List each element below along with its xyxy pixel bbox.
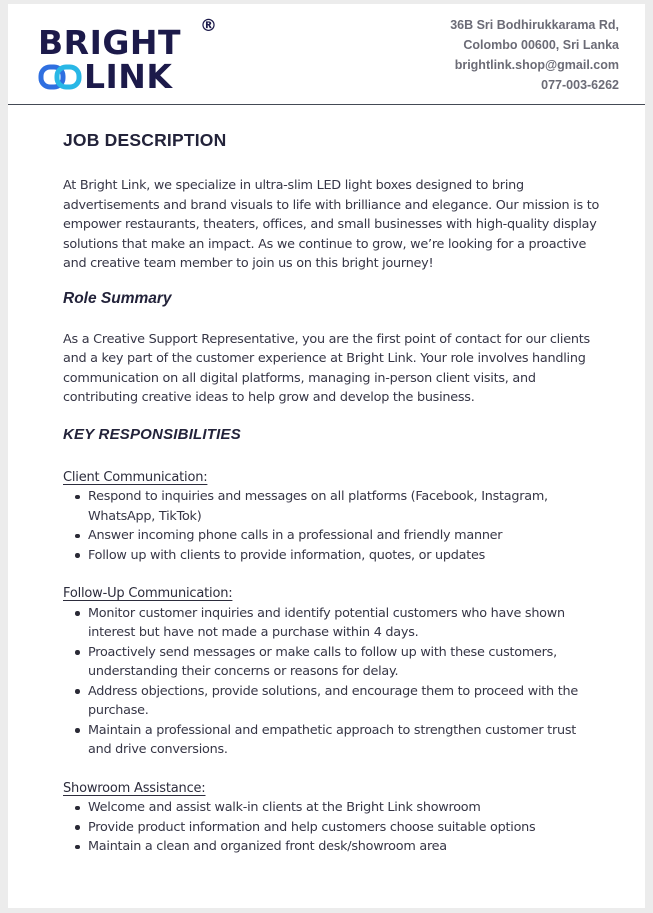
responsibilities-heading: KEY RESPONSIBILITIES xyxy=(63,425,241,443)
chain-link-icon xyxy=(38,60,82,94)
role-summary-paragraph: As a Creative Support Representative, you are the first point of contact for our clients and a key part of the customer experience at Bright Link. Your role involves handling communication on all digital platforms, managing in-person client visits, and contributing creative ideas to help grow and develop the business. xyxy=(63,331,590,405)
list-item: Address objections, provide solutions, and encourage them to proceed with the purchase. xyxy=(75,682,603,721)
list-item: Proactively send messages or make calls to follow up with these customers, understanding their concerns or reasons for delay. xyxy=(75,643,603,682)
intro-paragraph: At Bright Link, we specialize in ultra-slim LED light boxes designed to bring advertisements and brand visuals to life with brilliance and elegance. Our mission is to empower restaurants, theaters, offices, and small businesses with high-quality display solutions that make an impact. As we continue to grow, we’re looking for a proactive and creative team member to join us on this bright journey! xyxy=(63,178,600,271)
list-item: Provide product information and help customers choose suitable options xyxy=(75,818,603,838)
header-divider xyxy=(8,104,645,105)
phone-text: 077-003-6262 xyxy=(541,78,619,92)
email-text: brightlink.shop@gmail.com xyxy=(454,58,619,72)
list-item: Respond to inquiries and messages on all platforms (Facebook, Instagram, WhatsApp, TikTok) xyxy=(75,487,603,526)
registered-mark: ® xyxy=(200,16,217,36)
list-item: Maintain a clean and organized front desk/showroom area xyxy=(75,837,603,857)
document-page xyxy=(8,4,645,908)
page-title: JOB DESCRIPTION xyxy=(63,130,227,150)
showroom-list xyxy=(75,798,603,857)
logo-word-link: LINK xyxy=(84,57,173,96)
section-title-showroom: Showroom Assistance: xyxy=(63,780,206,796)
role-summary-heading: Role Summary xyxy=(63,289,172,307)
section-title-client-communication: Client Communication: xyxy=(63,469,208,485)
address-line-1: 36B Sri Bodhirukkarama Rd, xyxy=(450,18,619,32)
section-title-follow-up: Follow-Up Communication: xyxy=(63,586,233,601)
logo-word-bright: BRIGHT xyxy=(38,23,182,62)
brand-logo xyxy=(38,18,238,100)
client-communication-list xyxy=(75,487,603,565)
contact-block xyxy=(450,15,619,95)
list-item: Follow up with clients to provide information, quotes, or updates xyxy=(75,546,603,566)
list-item: Maintain a professional and empathetic approach to strengthen customer trust and drive conversions. xyxy=(75,721,603,760)
follow-up-list xyxy=(75,604,603,760)
list-item: Welcome and assist walk-in clients at the Bright Link showroom xyxy=(75,798,603,818)
document-body xyxy=(63,130,603,857)
list-item: Answer incoming phone calls in a professional and friendly manner xyxy=(75,526,603,546)
address-line-2: Colombo 00600, Sri Lanka xyxy=(463,38,619,52)
list-item: Monitor customer inquiries and identify potential customers who have shown interest but have not made a purchase within 4 days. xyxy=(75,604,603,643)
